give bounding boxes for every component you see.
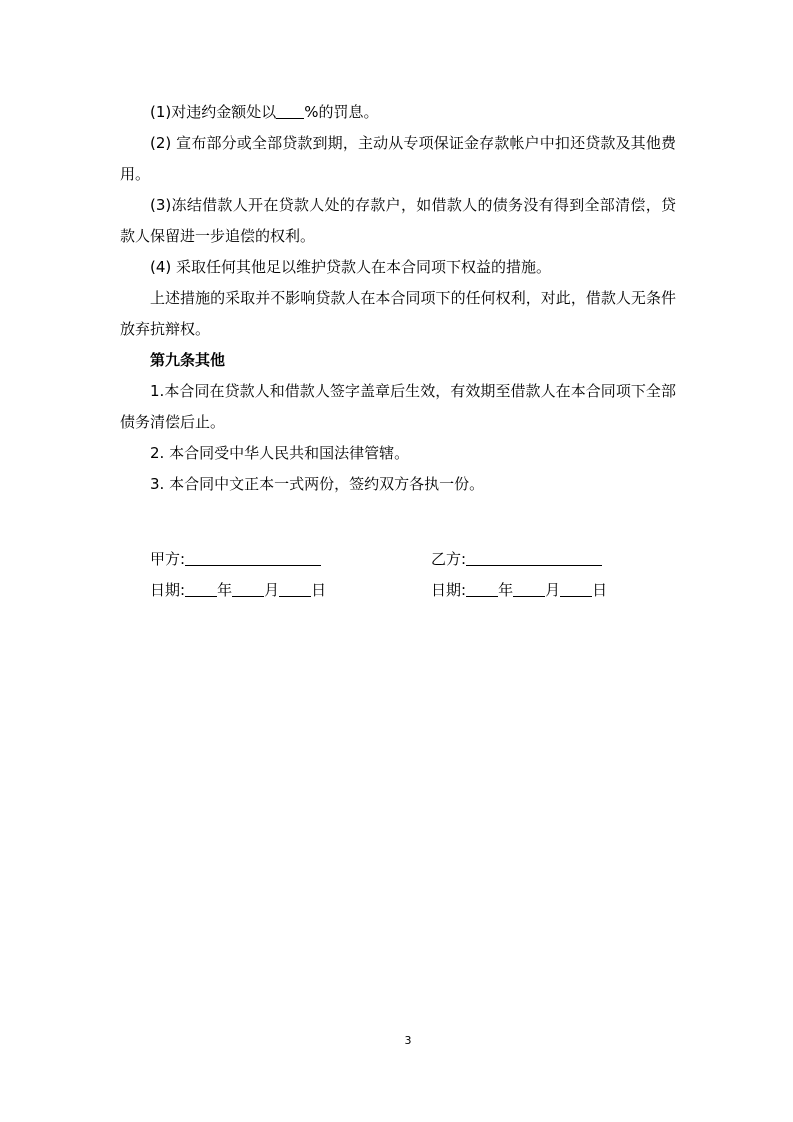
party-a-year-label: 年 <box>217 581 233 599</box>
party-b-month-label: 月 <box>545 581 561 599</box>
party-a-month-label: 月 <box>264 581 280 599</box>
party-a-month-blank <box>232 581 264 597</box>
clause-penalty-interest <box>120 97 676 128</box>
clause-accelerate-loan: (2) 宣布部分或全部贷款到期，主动从专项保证金存款帐户中扣还贷款及其他费用。 <box>120 134 676 183</box>
party-a-day-label: 日 <box>311 581 327 599</box>
clause-penalty-interest-suffix: %的罚息。 <box>304 103 379 121</box>
article-9-item-2: 2. 本合同受中华人民共和国法律管辖。 <box>150 444 410 462</box>
penalty-rate-blank <box>276 103 304 119</box>
clause-freeze-account: (3)冻结借款人开在贷款人处的存款户，如借款人的债务没有得到全部清偿，贷款人保留进一步追偿的权利。 <box>120 196 676 245</box>
page-number: 3 <box>404 1034 412 1047</box>
clause-waiver: 上述措施的采取并不影响贷款人在本合同项下的任何权利，对此，借款人无条件放弃抗辩权。 <box>120 289 676 338</box>
party-b-blank <box>466 550 602 566</box>
article-9-item-1: 1.本合同在贷款人和借款人签字盖章后生效，有效期至借款人在本合同项下全部债务清偿后止。 <box>120 382 676 431</box>
party-b-day-label: 日 <box>592 581 608 599</box>
party-a-signature <box>150 544 321 575</box>
clause-penalty-interest-text: (1)对违约金额处以 <box>150 103 277 121</box>
party-a-blank <box>185 550 321 566</box>
signature-block <box>150 544 630 606</box>
article-9-item-3: 3. 本合同中文正本一式两份，签约双方各执一份。 <box>150 475 485 493</box>
party-a-date <box>150 575 326 606</box>
article-9-heading: 第九条其他 <box>150 351 226 369</box>
party-b-year-blank <box>466 581 498 597</box>
party-b-month-blank <box>513 581 545 597</box>
party-b-year-label: 年 <box>498 581 514 599</box>
party-b-date <box>431 575 607 606</box>
party-a-date-label: 日期: <box>150 581 186 599</box>
party-b-date-label: 日期: <box>431 581 467 599</box>
party-a-label: 甲方: <box>150 550 186 568</box>
party-b-signature <box>431 544 602 575</box>
party-a-day-blank <box>279 581 311 597</box>
signature-date-row <box>150 575 630 606</box>
party-b-label: 乙方: <box>431 550 467 568</box>
document-body <box>120 97 676 500</box>
clause-other-measures: (4) 采取任何其他足以维护贷款人在本合同项下权益的措施。 <box>150 258 552 276</box>
party-a-year-blank <box>185 581 217 597</box>
signature-party-row <box>150 544 630 575</box>
party-b-day-blank <box>560 581 592 597</box>
